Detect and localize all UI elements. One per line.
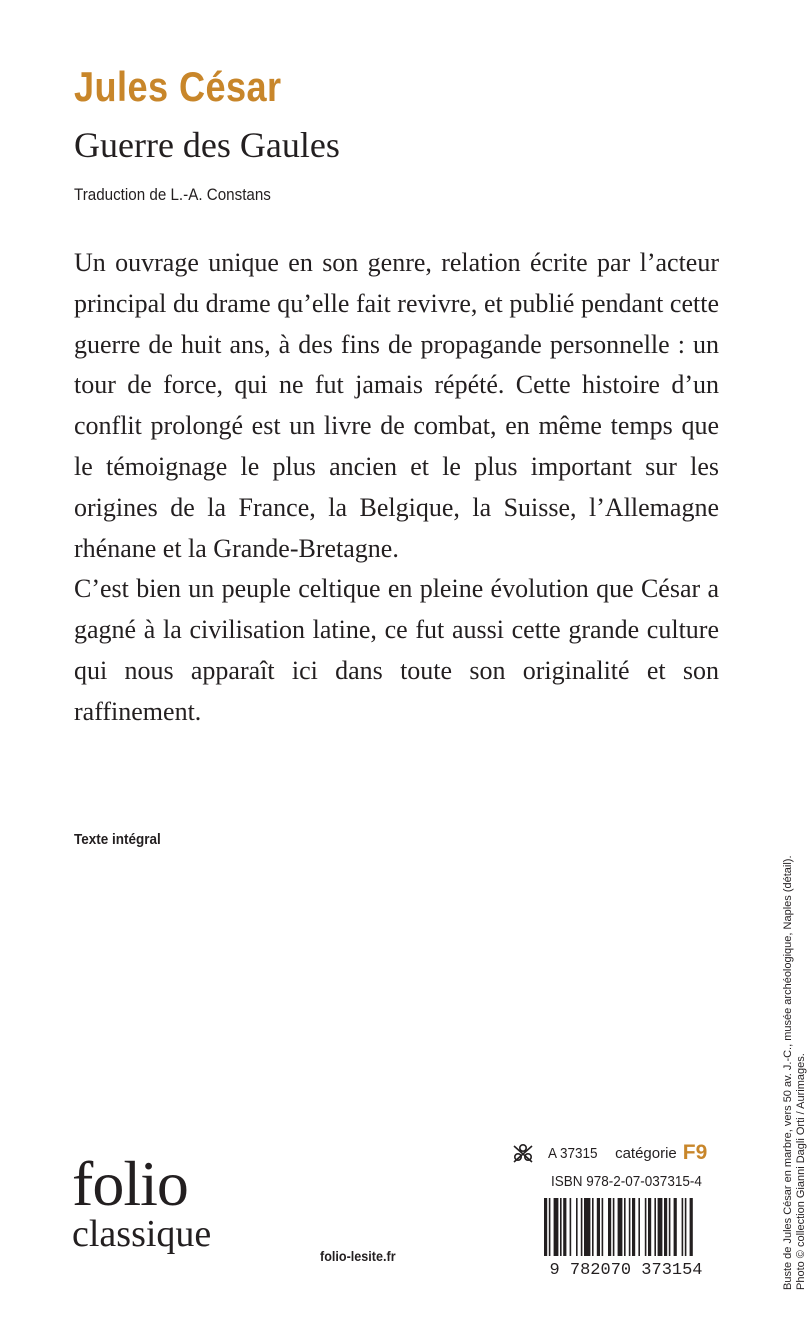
catalog-code: A 37315 — [548, 1144, 598, 1162]
logo-classique: classique — [72, 1213, 212, 1255]
barcode-bar — [669, 1198, 671, 1256]
catalog-line — [512, 1140, 707, 1166]
category-label: catégorie — [615, 1144, 677, 1162]
logo-folio: folio — [72, 1148, 188, 1219]
isbn-number: ISBN 978-2-07-037315-4 — [551, 1173, 702, 1190]
photo-credit-line: Photo © collection Gianni Dagli Orti / Aurimages. — [795, 1053, 807, 1290]
barcode-bar — [682, 1198, 684, 1256]
barcode-bar — [563, 1198, 566, 1256]
barcode-bar — [597, 1198, 600, 1256]
barcode-bar — [618, 1198, 623, 1256]
barcode-bar — [624, 1198, 626, 1256]
photo-credit-line: Buste de Jules César en marbre, vers 50 av. J.-C., musée archéologique, Naples (détail). — [782, 855, 794, 1290]
photo-credit — [782, 750, 808, 1290]
barcode-bar — [584, 1198, 590, 1256]
barcode-bar — [685, 1198, 687, 1256]
barcode-bar — [592, 1198, 594, 1256]
category-value: F9 — [682, 1141, 708, 1164]
barcode-digits: 9 782070 373154 — [549, 1261, 703, 1280]
barcode-bar — [570, 1198, 572, 1256]
barcode-bar — [648, 1198, 651, 1256]
barcode-bar — [664, 1198, 667, 1256]
barcode-bar — [560, 1198, 562, 1256]
barcode-bar — [608, 1198, 611, 1256]
publisher-website: folio-lesite.fr — [320, 1248, 396, 1264]
barcode-bar — [581, 1198, 583, 1256]
author-name: Jules César — [74, 63, 282, 110]
blurb-paragraph: Un ouvrage unique en son genre, relation écrite par l’acteur principal du drame qu’elle fait revivre, et publié pendant cette guerre de huit ans, à des fins de propagande personnelle : un tour de force, qui ne fut jamais répété. Cette histoire d’un conflit prolongé est un livre de combat, en même temps que le témoignage le plus ancien et le plus important sur les origines de la France, la Belgique, la Suisse, l’Allemagne rhénane et la Grande-Bretagne. — [74, 248, 719, 563]
barcode-bar — [629, 1198, 631, 1256]
translator-credit: Traduction de L.-A. Constans — [74, 186, 271, 204]
barcode-bar — [554, 1198, 559, 1256]
blurb-paragraph: C’est bien un peuple celtique en pleine évolution que César a gagné à la civilisation latine, ce fut aussi cette grande culture qui nous apparaît ici dans toute son originalité et son raffinement. — [74, 574, 719, 726]
barcode-bar — [658, 1198, 663, 1256]
book-title: Guerre des Gaules — [74, 125, 340, 165]
barcode-bar — [602, 1198, 604, 1256]
barcode-bar — [645, 1198, 647, 1256]
barcode-bar — [690, 1198, 693, 1256]
barcode-bar — [674, 1198, 677, 1256]
barcode-bar — [544, 1198, 547, 1256]
edition-note: Texte intégral — [74, 831, 161, 848]
folio-knot-icon — [512, 1142, 534, 1164]
barcode-bar — [613, 1198, 615, 1256]
barcode-bar — [638, 1198, 640, 1256]
barcode-bar — [549, 1198, 551, 1256]
barcode-bar — [654, 1198, 656, 1256]
barcode-bar — [632, 1198, 635, 1256]
back-cover-blurb — [74, 243, 719, 733]
barcode — [530, 1198, 722, 1280]
barcode-bar — [576, 1198, 578, 1256]
publisher-logo — [72, 1148, 212, 1256]
